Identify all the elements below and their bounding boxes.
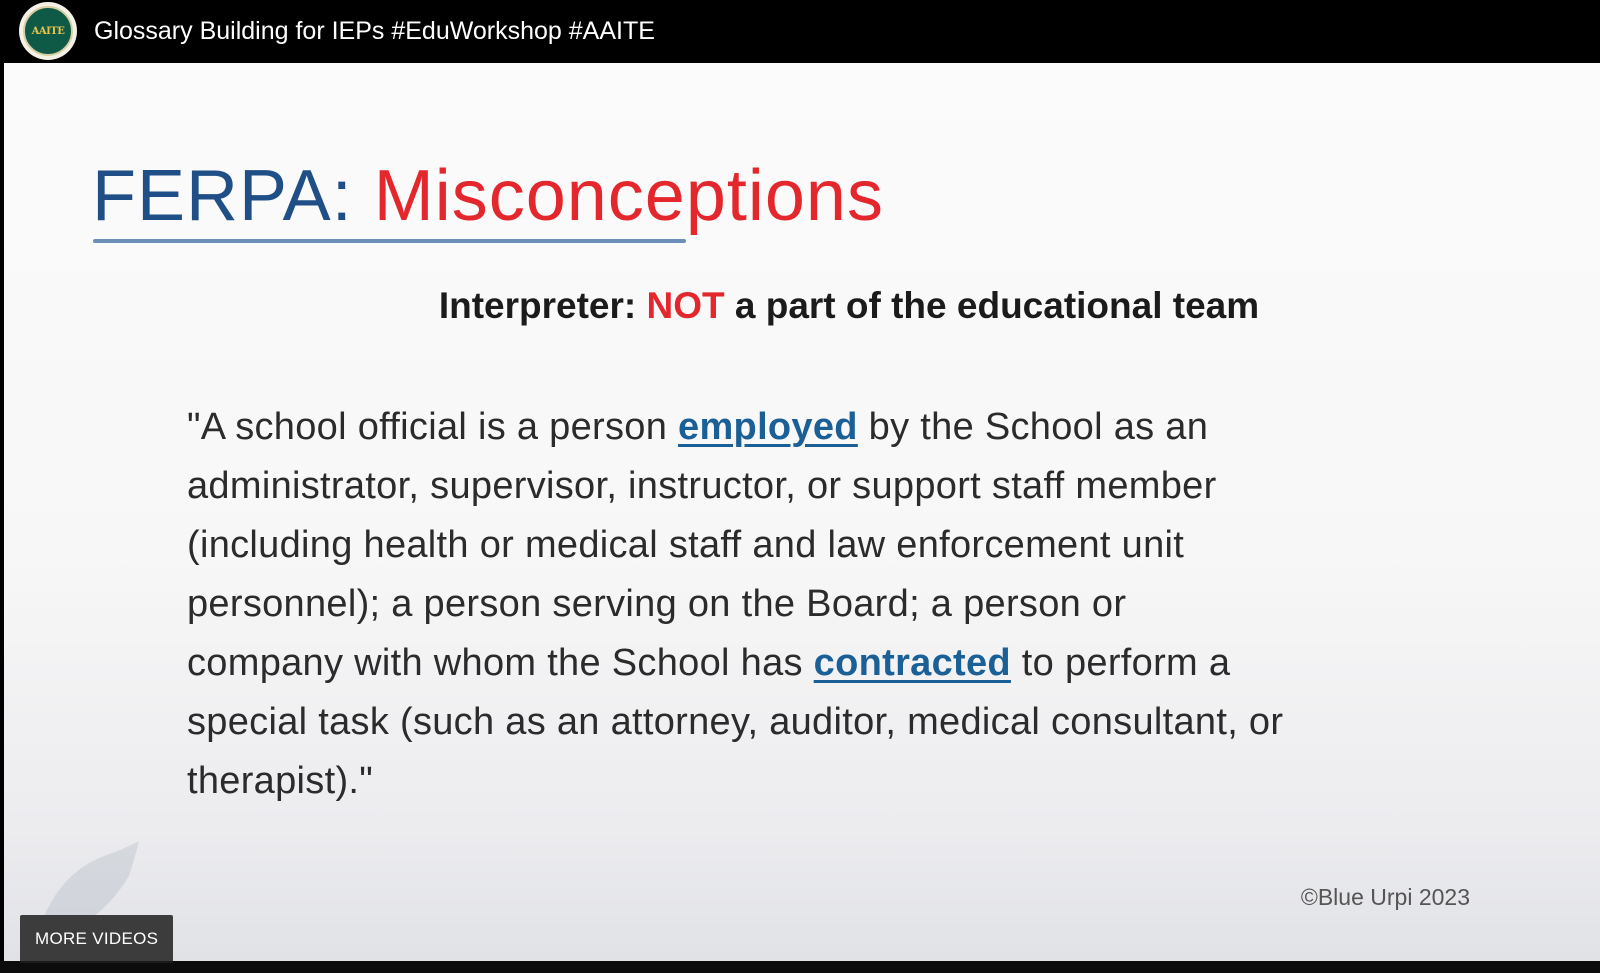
quote-line-4: personnel); a person serving on the Board; a person or [187, 583, 1127, 625]
link-employed: employed [678, 406, 858, 448]
quote-text: "A school official is a person [187, 406, 679, 448]
quote-text: to perform a [1010, 642, 1231, 684]
quote-line-7: therapist)." [187, 760, 374, 802]
video-title[interactable]: Glossary Building for IEPs #EduWorkshop #AAITE [94, 16, 655, 45]
channel-avatar[interactable] [19, 2, 77, 60]
watermark-logo-icon [34, 831, 154, 921]
quote-text: by the School as an [857, 406, 1209, 448]
quote-line-1 [187, 398, 1517, 457]
subtitle-rest: a part of the educational team [724, 285, 1260, 326]
link-contracted: contracted [813, 642, 1011, 684]
channel-avatar-text: AAITE [31, 25, 65, 37]
quote-line-2: administrator, supervisor, instructor, or support staff member [187, 465, 1217, 507]
slide-title-misconceptions: Misconceptions [373, 156, 884, 236]
aaite-logo-icon [23, 6, 73, 56]
presentation-slide [4, 63, 1600, 961]
quote-text: company with whom the School has [187, 642, 814, 684]
subtitle-not: NOT [646, 285, 725, 326]
quote-line-3: (including health or medical staff and law enforcement unit [187, 524, 1185, 566]
quote-line-5 [187, 634, 1517, 693]
player-bottom-edge [0, 961, 1600, 973]
slide-copyright: ©Blue Urpi 2023 [1300, 884, 1470, 910]
subtitle-interpreter: Interpreter: [438, 285, 647, 326]
quote-line-6: special task (such as an attorney, auditor, medical consultant, or [187, 701, 1284, 743]
ferpa-quote [187, 398, 1517, 811]
slide-subtitle [4, 285, 1600, 327]
slide-title-ferpa: FERPA: [92, 156, 374, 236]
more-videos-button[interactable]: MORE VIDEOS [20, 915, 173, 963]
video-title-bar [0, 0, 1600, 62]
slide-title [92, 155, 884, 237]
title-underline [93, 239, 686, 243]
